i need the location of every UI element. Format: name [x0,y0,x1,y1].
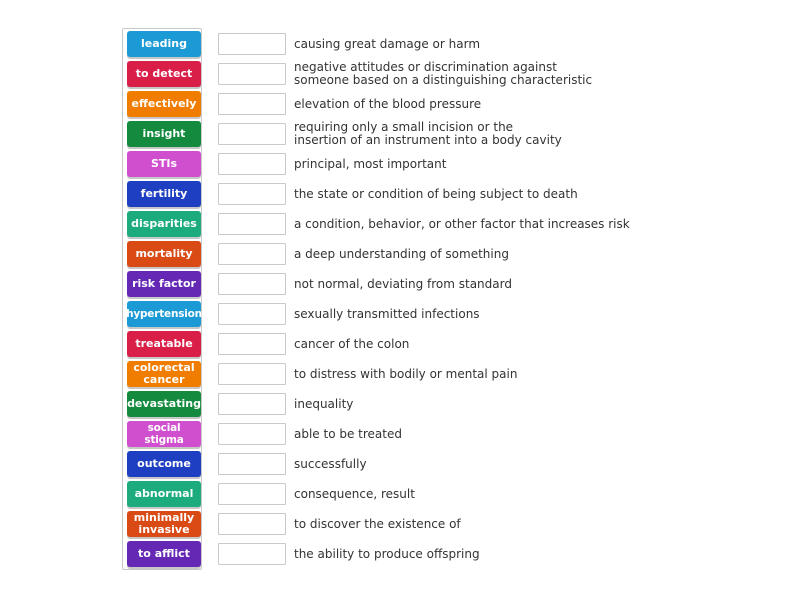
word-tile[interactable]: social stigma [127,421,201,447]
word-tile[interactable]: mortality [127,241,201,267]
word-tile[interactable]: outcome [127,451,201,477]
definition-text: the ability to produce offspring [294,546,480,561]
definition-text: negative attitudes or discrimination against someone based on a distinguishing characteristic [294,60,593,87]
word-tile[interactable]: colorectal cancer [127,361,201,387]
word-tile[interactable]: minimally invasive [127,511,201,537]
answer-drop-slot[interactable] [218,153,286,175]
answer-drop-slot[interactable] [218,513,286,535]
word-tile[interactable]: insight [127,121,201,147]
word-tile[interactable]: hypertension [127,301,201,327]
answer-drop-slot[interactable] [218,33,286,55]
answer-drop-slot[interactable] [218,273,286,295]
answer-drop-slot[interactable] [218,213,286,235]
definition-text: causing great damage or harm [294,36,481,51]
definition-text: sexually transmitted infections [294,306,480,321]
word-tile[interactable]: devastating [127,391,201,417]
answer-drop-slot[interactable] [218,393,286,415]
definition-text: consequence, result [294,486,415,501]
definition-text: able to be treated [294,426,402,441]
word-tile[interactable]: disparities [127,211,201,237]
word-tile[interactable]: treatable [127,331,201,357]
answer-drop-slot[interactable] [218,543,286,565]
answer-drop-slot[interactable] [218,363,286,385]
answer-drop-slot[interactable] [218,93,286,115]
definition-text: elevation of the blood pressure [294,96,482,111]
word-tile[interactable]: STIs [127,151,201,177]
definition-text: inequality [294,396,354,411]
answer-drop-slot[interactable] [218,183,286,205]
word-tile[interactable]: fertility [127,181,201,207]
word-tile[interactable]: to detect [127,61,201,87]
answer-drop-slot[interactable] [218,333,286,355]
answer-drop-slot[interactable] [218,243,286,265]
definition-text: not normal, deviating from standard [294,276,512,291]
definition-text: to discover the existence of [294,516,461,531]
word-bank [122,28,202,570]
word-tile[interactable]: abnormal [127,481,201,507]
definition-text: cancer of the colon [294,336,410,351]
word-tile[interactable]: leading [127,31,201,57]
answer-drop-slot[interactable] [218,423,286,445]
definition-text: successfully [294,456,367,471]
answer-drop-slot[interactable] [218,123,286,145]
definition-text: a deep understanding of something [294,246,509,261]
answer-drop-slot[interactable] [218,453,286,475]
word-tile[interactable]: risk factor [127,271,201,297]
word-tile[interactable]: to afflict [127,541,201,567]
definition-text: to distress with bodily or mental pain [294,366,518,381]
definition-text: the state or condition of being subject to death [294,186,578,201]
answer-drop-slot[interactable] [218,483,286,505]
answer-drop-slot[interactable] [218,63,286,85]
definition-text: principal, most important [294,156,447,171]
definition-text: requiring only a small incision or the insertion of an instrument into a body cavity [294,120,562,147]
definition-text: a condition, behavior, or other factor that increases risk [294,216,630,231]
answer-drop-slot[interactable] [218,303,286,325]
word-tile[interactable]: effectively [127,91,201,117]
